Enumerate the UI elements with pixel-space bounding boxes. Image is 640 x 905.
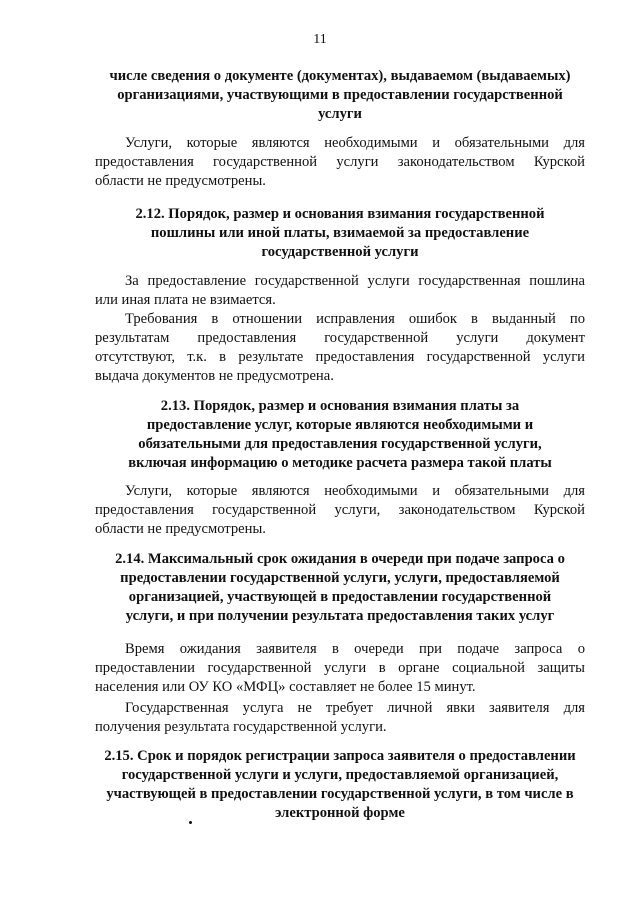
paragraph-no-personal-visit: Государственная услуга не требует личной явки заявителя для получения результата государственной услуги. <box>95 700 585 735</box>
paragraph-services-not-required-2: Услуги, которые являются необходимыми и обязательными для предоставления государственной услуги, законодательством Курской области не предусмотрены. <box>95 483 585 537</box>
paragraph-no-fee: За предоставление государственной услуги государственная пошлина или иная плата не взимается. <box>95 273 585 308</box>
paragraph-error-correction: Требования в отношении исправления ошибок в выданный по результатам предоставления государственной услуги документ отсутствуют, т.к. в результате предоставления государственной услуги выдача документов не предусмотрена. <box>95 311 585 384</box>
paragraph-services-not-required: Услуги, которые являются необходимыми и обязательными для предоставления государственной услуги законодательством Курской области не предусмотрены. <box>95 135 585 189</box>
continued-heading: числе сведения о документе (документах), выдаваемом (выдаваемых) организациями, участвующими в предоставлении государственной услуги <box>109 68 571 122</box>
page-number: 11 <box>313 32 327 47</box>
scan-speck <box>189 821 192 824</box>
section-heading-2-15: 2.15. Срок и порядок регистрации запроса заявителя о предоставлении государственной услуги и услуги, предоставляемой организацией, участвующей в предоставлении государственной услуги, в том числе в электронной форме <box>104 748 576 821</box>
paragraph-waiting-time: Время ожидания заявителя в очереди при подаче запроса о предоставлении государственной услуги в органе социальной защиты населения или ОУ КО «МФЦ» составляет не более 15 минут. <box>95 641 585 695</box>
section-heading-2-13: 2.13. Порядок, размер и основания взимания платы за предоставление услуг, которые являются необходимыми и обязательными для предоставления государственной услуги, включая информацию о методике расчета размера такой платы <box>128 398 552 471</box>
section-heading-2-12: 2.12. Порядок, размер и основания взимания государственной пошлины или иной платы, взимаемой за предоставление государственной услуги <box>135 206 545 260</box>
section-heading-2-14: 2.14. Максимальный срок ожидания в очереди при подаче запроса о предоставлении государственной услуги, услуги, предоставляемой организацией, участвующей в предоставлении государственной услуги, и при получении результата предоставления таких услуг <box>115 551 565 624</box>
